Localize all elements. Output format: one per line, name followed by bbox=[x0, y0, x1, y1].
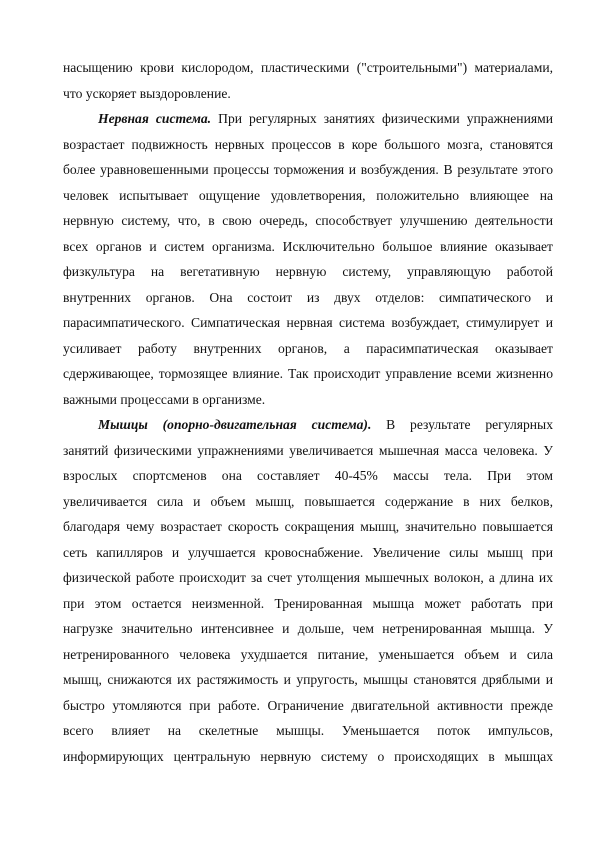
text-line: занятий физическими упражнениями увеличивается мышечная масса человека. У bbox=[63, 442, 553, 458]
text-line: усиливает работу внутренних органов, а парасимпатическая оказывает bbox=[63, 340, 553, 356]
text-line: информирующих центральную нервную систему о происходящих в мышцах bbox=[63, 748, 553, 764]
text-line: внутренних органов. Она состоит из двух отделов: симпатического и bbox=[63, 289, 553, 305]
text-line: важными процессами в организме. bbox=[63, 391, 266, 407]
paragraph-first-line bbox=[63, 106, 553, 132]
text-line: более уравновешенными процессы торможения и возбуждения. В результате этого bbox=[63, 162, 553, 177]
text-line: насыщению крови кислородом, пластическими ("строительными") материалами, bbox=[63, 60, 553, 75]
text-line: нагрузке значительно интенсивнее и дольше, чем нетренированная мышца. У bbox=[63, 621, 553, 636]
section-heading-muscles: Мышцы (опорно-двигательная система). bbox=[98, 417, 372, 432]
text-line: парасимпатического. Симпатическая нервная система возбуждает, стимулирует и bbox=[63, 315, 553, 330]
text-line: что ускоряет выздоровление. bbox=[63, 85, 231, 101]
text-line: при этом остается неизменной. Тренированная мышца может работать при bbox=[63, 595, 553, 611]
text-line: взрослых спортсменов она составляет 40-45% массы тела. При этом bbox=[63, 468, 553, 483]
text-line: человек испытывает ощущение удовлетворения, положительно влияющее на bbox=[63, 187, 553, 203]
document-page bbox=[63, 55, 553, 769]
text-line: нетренированного человека ухудшается питание, уменьшается объем и сила bbox=[63, 646, 553, 662]
text-line: возрастает подвижность нервных процессов в коре большого мозга, становятся bbox=[63, 136, 553, 152]
text-line: физкультура на вегетативную нервную систему, управляющую работой bbox=[63, 264, 553, 279]
text-fragment: В результате регулярных bbox=[386, 417, 553, 432]
text-line: мышц, снижаются их растяжимость и упругость, мышцы становятся дряблыми и bbox=[63, 672, 553, 687]
text-line: увеличивается сила и объем мышц, повышается содержание в них белков, bbox=[63, 493, 553, 509]
text-line: благодаря чему возрастает скорость сокращения мышц, значительно повышается bbox=[63, 519, 553, 534]
paragraph-nervous-system bbox=[63, 106, 553, 412]
text-line: всего влияет на скелетные мышцы. Уменьшается поток импульсов, bbox=[63, 723, 553, 738]
text-line: всех органов и систем организма. Исключительно большое влияние оказывает bbox=[63, 238, 553, 254]
paragraph-first-line bbox=[63, 412, 553, 438]
text-line: физической работе происходит за счет утолщения мышечных волокон, а длина их bbox=[63, 570, 553, 585]
text-line: сеть капилляров и улучшается кровоснабжение. Увеличение силы мышц при bbox=[63, 544, 553, 560]
paragraph-muscles bbox=[63, 412, 553, 769]
text-fragment: При регулярных занятиях физическими упражнениями bbox=[218, 111, 553, 126]
text-line: сдерживающее, тормозящее влияние. Так происходит управление всеми жизненно bbox=[63, 366, 553, 381]
text-line: быстро утомляются при работе. Ограничение двигательной активности прежде bbox=[63, 697, 553, 713]
section-heading-nervous-system: Нервная система. bbox=[98, 111, 212, 126]
text-line: нервную систему, что, в свою очередь, способствует улучшению деятельности bbox=[63, 213, 553, 228]
paragraph-continuation bbox=[63, 55, 553, 106]
